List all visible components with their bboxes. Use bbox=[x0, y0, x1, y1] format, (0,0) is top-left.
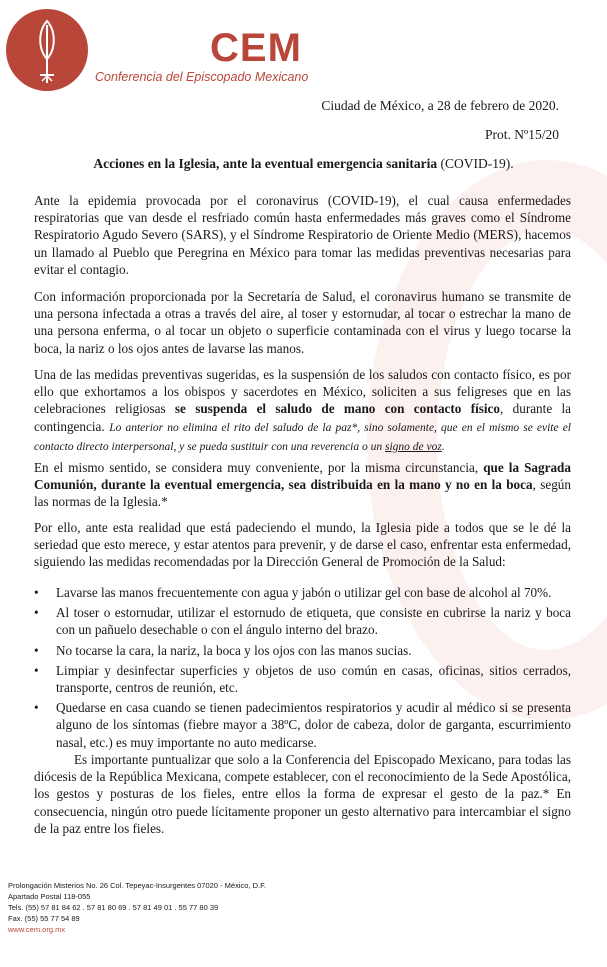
list-item-text: Quedarse en casa cuando se tienen padecimientos respiratorios y acudir al médico si se presenta alguno de los síntomas (fiebre mayor a 38ºC, dolor de cabeza, dolor de garganta, escurrimiento nasal, etc.) es muy importante no auto medicarse. bbox=[56, 700, 571, 750]
list-item-text: Limpiar y desinfectar superficies y objetos de uso común en casas, oficinas, sitios cerrados, transporte, centros de reunión, etc. bbox=[56, 662, 571, 696]
list-item bbox=[34, 584, 571, 601]
footer-po-box: Apartado Postal 118-055 bbox=[8, 892, 91, 901]
footer-contact bbox=[8, 880, 266, 935]
list-item-text: Al toser o estornudar, utilizar el estornudo de etiqueta, que consiste en cubrirse la nariz y boca con un pañuelo desechable o con el ángulo interno del brazo. bbox=[56, 605, 571, 638]
cem-logo-emblem bbox=[6, 9, 88, 91]
bullet-icon: • bbox=[34, 700, 39, 716]
cem-logo-initials: CEM bbox=[210, 26, 302, 70]
paragraph-peace-gesture: Es importante puntualizar que solo a la Conferencia del Episcopado Mexicano, para todas las diócesis de la República Mexicana, compete establecer, con el reconocimiento de la Sede Apostólica, los gestos y posturas de los fieles, entre ellos la forma de expresar el gesto de la paz.* En consecuencia, ningún otro puede lícitamente proponer un gesto alternativo para intercambiar el signo de la paz entre los fieles. bbox=[34, 752, 571, 836]
footer-fax: Fax. (55) 55 77 54 89 bbox=[8, 914, 80, 923]
list-item-text: No tocarse la cara, la nariz, la boca y los ojos con las manos sucias. bbox=[56, 642, 412, 658]
list-item bbox=[34, 662, 571, 696]
footer-telephones: Tels. (55) 57 81 84 62 . 57 81 80 69 . 57 81 49 01 . 55 77 80 39 bbox=[8, 903, 219, 912]
place-date: Ciudad de México, a 28 de febrero de 2020. bbox=[321, 98, 559, 113]
p4-text-a: En el mismo sentido, se considera muy conveniente, por la misma circunstancia, bbox=[34, 460, 484, 475]
list-item bbox=[34, 699, 571, 751]
list-item bbox=[34, 642, 571, 659]
bullet-icon: • bbox=[34, 662, 39, 678]
protocol-number: Prot. Nº15/20 bbox=[485, 127, 559, 142]
document-title bbox=[0, 156, 607, 172]
p4-bold: que la Sagrada Comunión, durante la eventual emergencia, sea distribuida en la mano y no en la boca bbox=[34, 460, 571, 493]
cem-logo-subtitle: Conferencia del Episcopado Mexicano bbox=[95, 70, 309, 84]
p3-text-a: Una de las medidas preventivas sugeridas, es la suspensión de los saludos con contacto físico, es por ello que exhortamos a los obispos y sacerdotes en México, soliciten a sus feligreses que en las celebraciones religiosas bbox=[34, 367, 571, 417]
bullet-icon: • bbox=[34, 605, 39, 621]
footer-website-link[interactable]: www.cem.org.mx bbox=[8, 925, 66, 934]
p3-bold: se suspenda el saludo de mano con contacto físico bbox=[174, 401, 501, 417]
paragraph-communion bbox=[34, 459, 571, 511]
list-item-text: Lavarse las manos frecuentemente con agua y jabón o utilizar gel con base de alcohol al 70%. bbox=[56, 585, 552, 600]
paragraph-epidemic: Ante la epidemia provocada por el coronavirus (COVID-19), el cual causa enfermedades respiratorias que van desde el resfriado común hasta enfermedades más graves como el Síndrome Respiratorio Agudo Severo (SARS), y el Síndrome Respiratorio de Oriente Medio (MERS), hacemos un llamado al Pueblo que Peregrina en México para tomar las medidas preventivas necesarias para evitar el contagio. bbox=[34, 193, 571, 277]
bullet-icon: • bbox=[34, 585, 39, 600]
p3-underline: signo de voz bbox=[385, 440, 442, 453]
paragraph-greeting-suspension bbox=[34, 366, 571, 456]
p4-text-b: , según las normas de la Iglesia.* bbox=[34, 477, 571, 510]
p3-end: . bbox=[441, 440, 445, 453]
p3-text-b: , durante la contingencia. bbox=[34, 401, 571, 434]
document-title-bold: Acciones en la Iglesia, ante la eventual emergencia sanitaria bbox=[93, 156, 438, 171]
measures-list bbox=[34, 584, 571, 754]
paragraph-recommendations: Por ello, ante esta realidad que está padeciendo el mundo, la Iglesia pide a todos que se le dé la seriedad que esto merece, y estar atentos para prevenir, y de darse el caso, enfrentar esta enfermedad, siguiendo las medidas recomendadas por la Dirección General de Promoción de la Salud: bbox=[34, 520, 571, 570]
footer-address: Prolongación Misterios No. 26 Col. Tepeyac-Insurgentes 07020 - México, D.F. bbox=[8, 881, 266, 890]
p3-italic: Lo anterior no elimina el rito del saludo de la paz*, sino solamente, que en el mismo se evite el contacto directo interpersonal, y se pueda sustituir con una reverencia o un bbox=[34, 421, 572, 453]
list-item bbox=[34, 604, 571, 638]
bullet-icon: • bbox=[34, 642, 39, 658]
paragraph-transmission: Con información proporcionada por la Secretaría de Salud, el coronavirus humano se transmite de una persona infectada a otras a través del aire, al toser y estornudar, al tocar o estrechar la mano de una persona enferma, o al tocar un objeto o superficie contaminada con el virus y luego tocarse la boca, la nariz o los ojos antes de lavarse las manos. bbox=[34, 289, 571, 356]
document-title-rest: (COVID-19). bbox=[437, 156, 514, 171]
